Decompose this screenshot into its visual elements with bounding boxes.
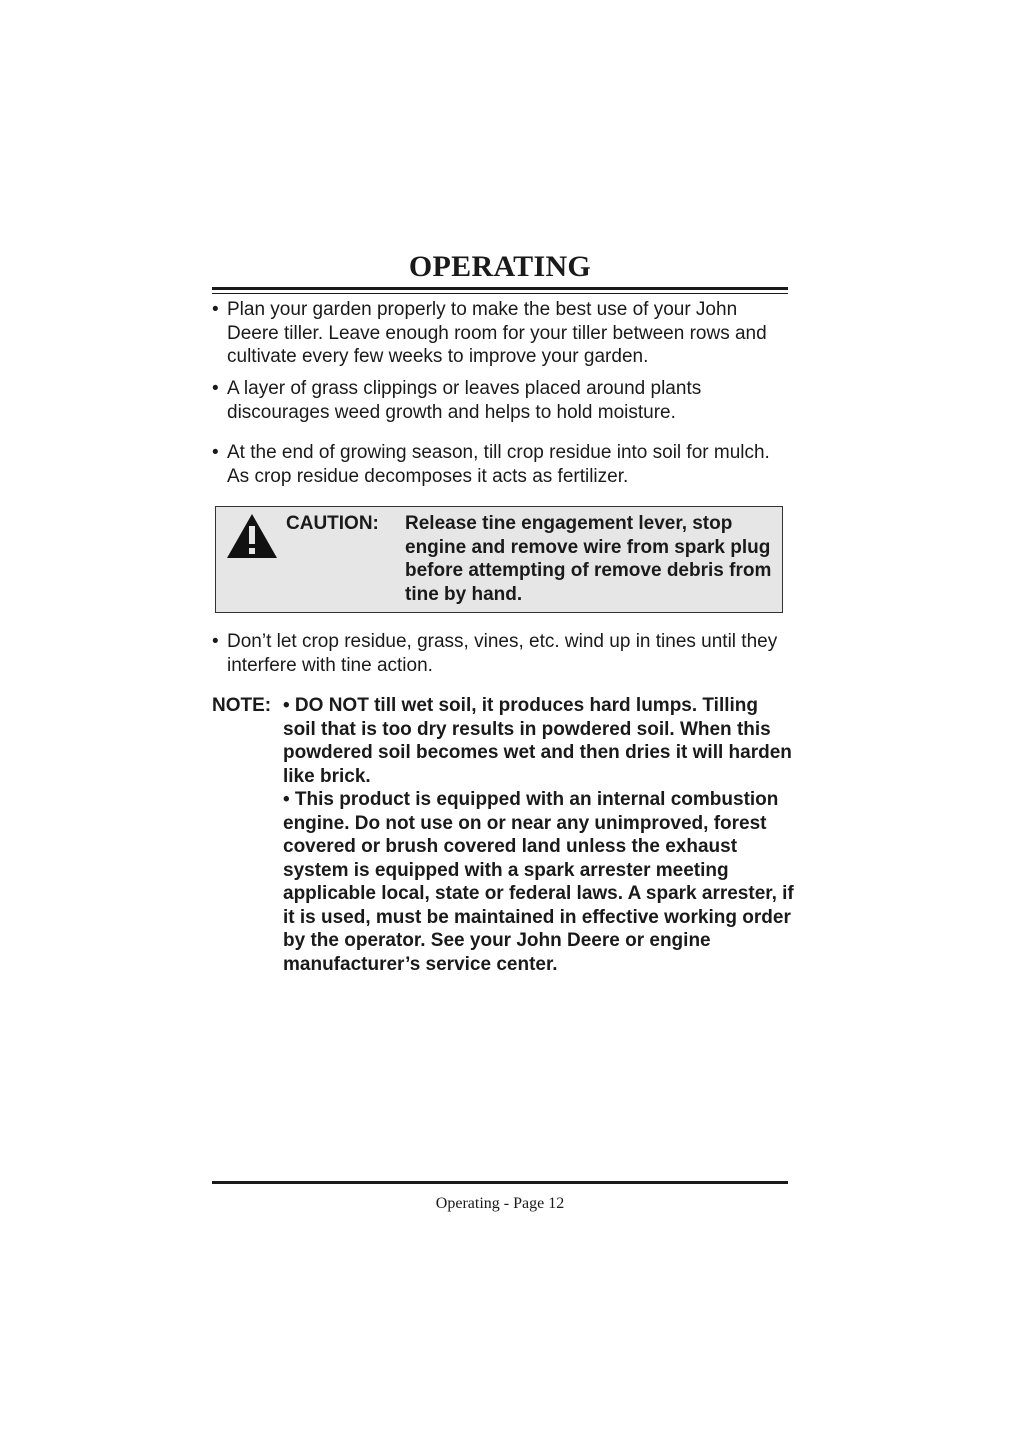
note-item-continued: soil that is too dry results in powdered soil. When this powdered soil becomes wet and then dries it will harden like brick. [283, 718, 792, 787]
footer-divider [212, 1181, 788, 1184]
bullet-text: A layer of grass clippings or leaves placed around plants discourages weed growth and helps to hold moisture. [227, 378, 702, 423]
bullet-marker: • [212, 299, 219, 320]
bullet-marker: • [212, 442, 219, 463]
warning-triangle-icon [226, 513, 278, 559]
bullet-item [212, 377, 788, 424]
note-label: NOTE: [212, 695, 272, 716]
page-footer: Operating - Page 12 [435, 1195, 565, 1212]
page-title: OPERATING [408, 250, 592, 283]
caution-text: Release tine engagement lever, stop engine and remove wire from spark plug before attempting of remove debris from tine by hand. [405, 513, 772, 605]
bullet-text: Plan your garden properly to make the best use of your John Deere tiller. Leave enough room for your tiller between rows and cultivate every few weeks to improve your garden. [227, 299, 767, 367]
bullet-item [212, 298, 788, 369]
note-item [279, 694, 794, 718]
bullet-text: At the end of growing season, till crop residue into soil for mulch. As crop residue decomposes it acts as fertilizer. [227, 442, 770, 487]
bullet-item [212, 630, 788, 677]
caution-box [215, 506, 783, 613]
note-item: • This product is equipped with an internal combustion engine. Do not use on or near any unimproved, forest covered or brush covered land unless the exhaust system is equipped with a spark arrester meeting applicable local, state or federal laws. A spark arrester, if it is used, must be maintained in effective working order by the operator. See your John Deere or engine manufacturer’s service center. [283, 789, 794, 975]
bullet-marker: • [212, 631, 219, 652]
note-item-lead: • DO NOT till wet soil, it produces hard lumps. Tilling [283, 695, 759, 716]
bullet-marker: • [212, 378, 219, 399]
caution-label: CAUTION: [286, 513, 379, 534]
title-divider-thin [212, 293, 788, 294]
bullet-item [212, 441, 788, 488]
bullet-text: Don’t let crop residue, grass, vines, etc. wind up in tines until they interfere with tine action. [227, 631, 778, 676]
title-divider [212, 287, 788, 290]
